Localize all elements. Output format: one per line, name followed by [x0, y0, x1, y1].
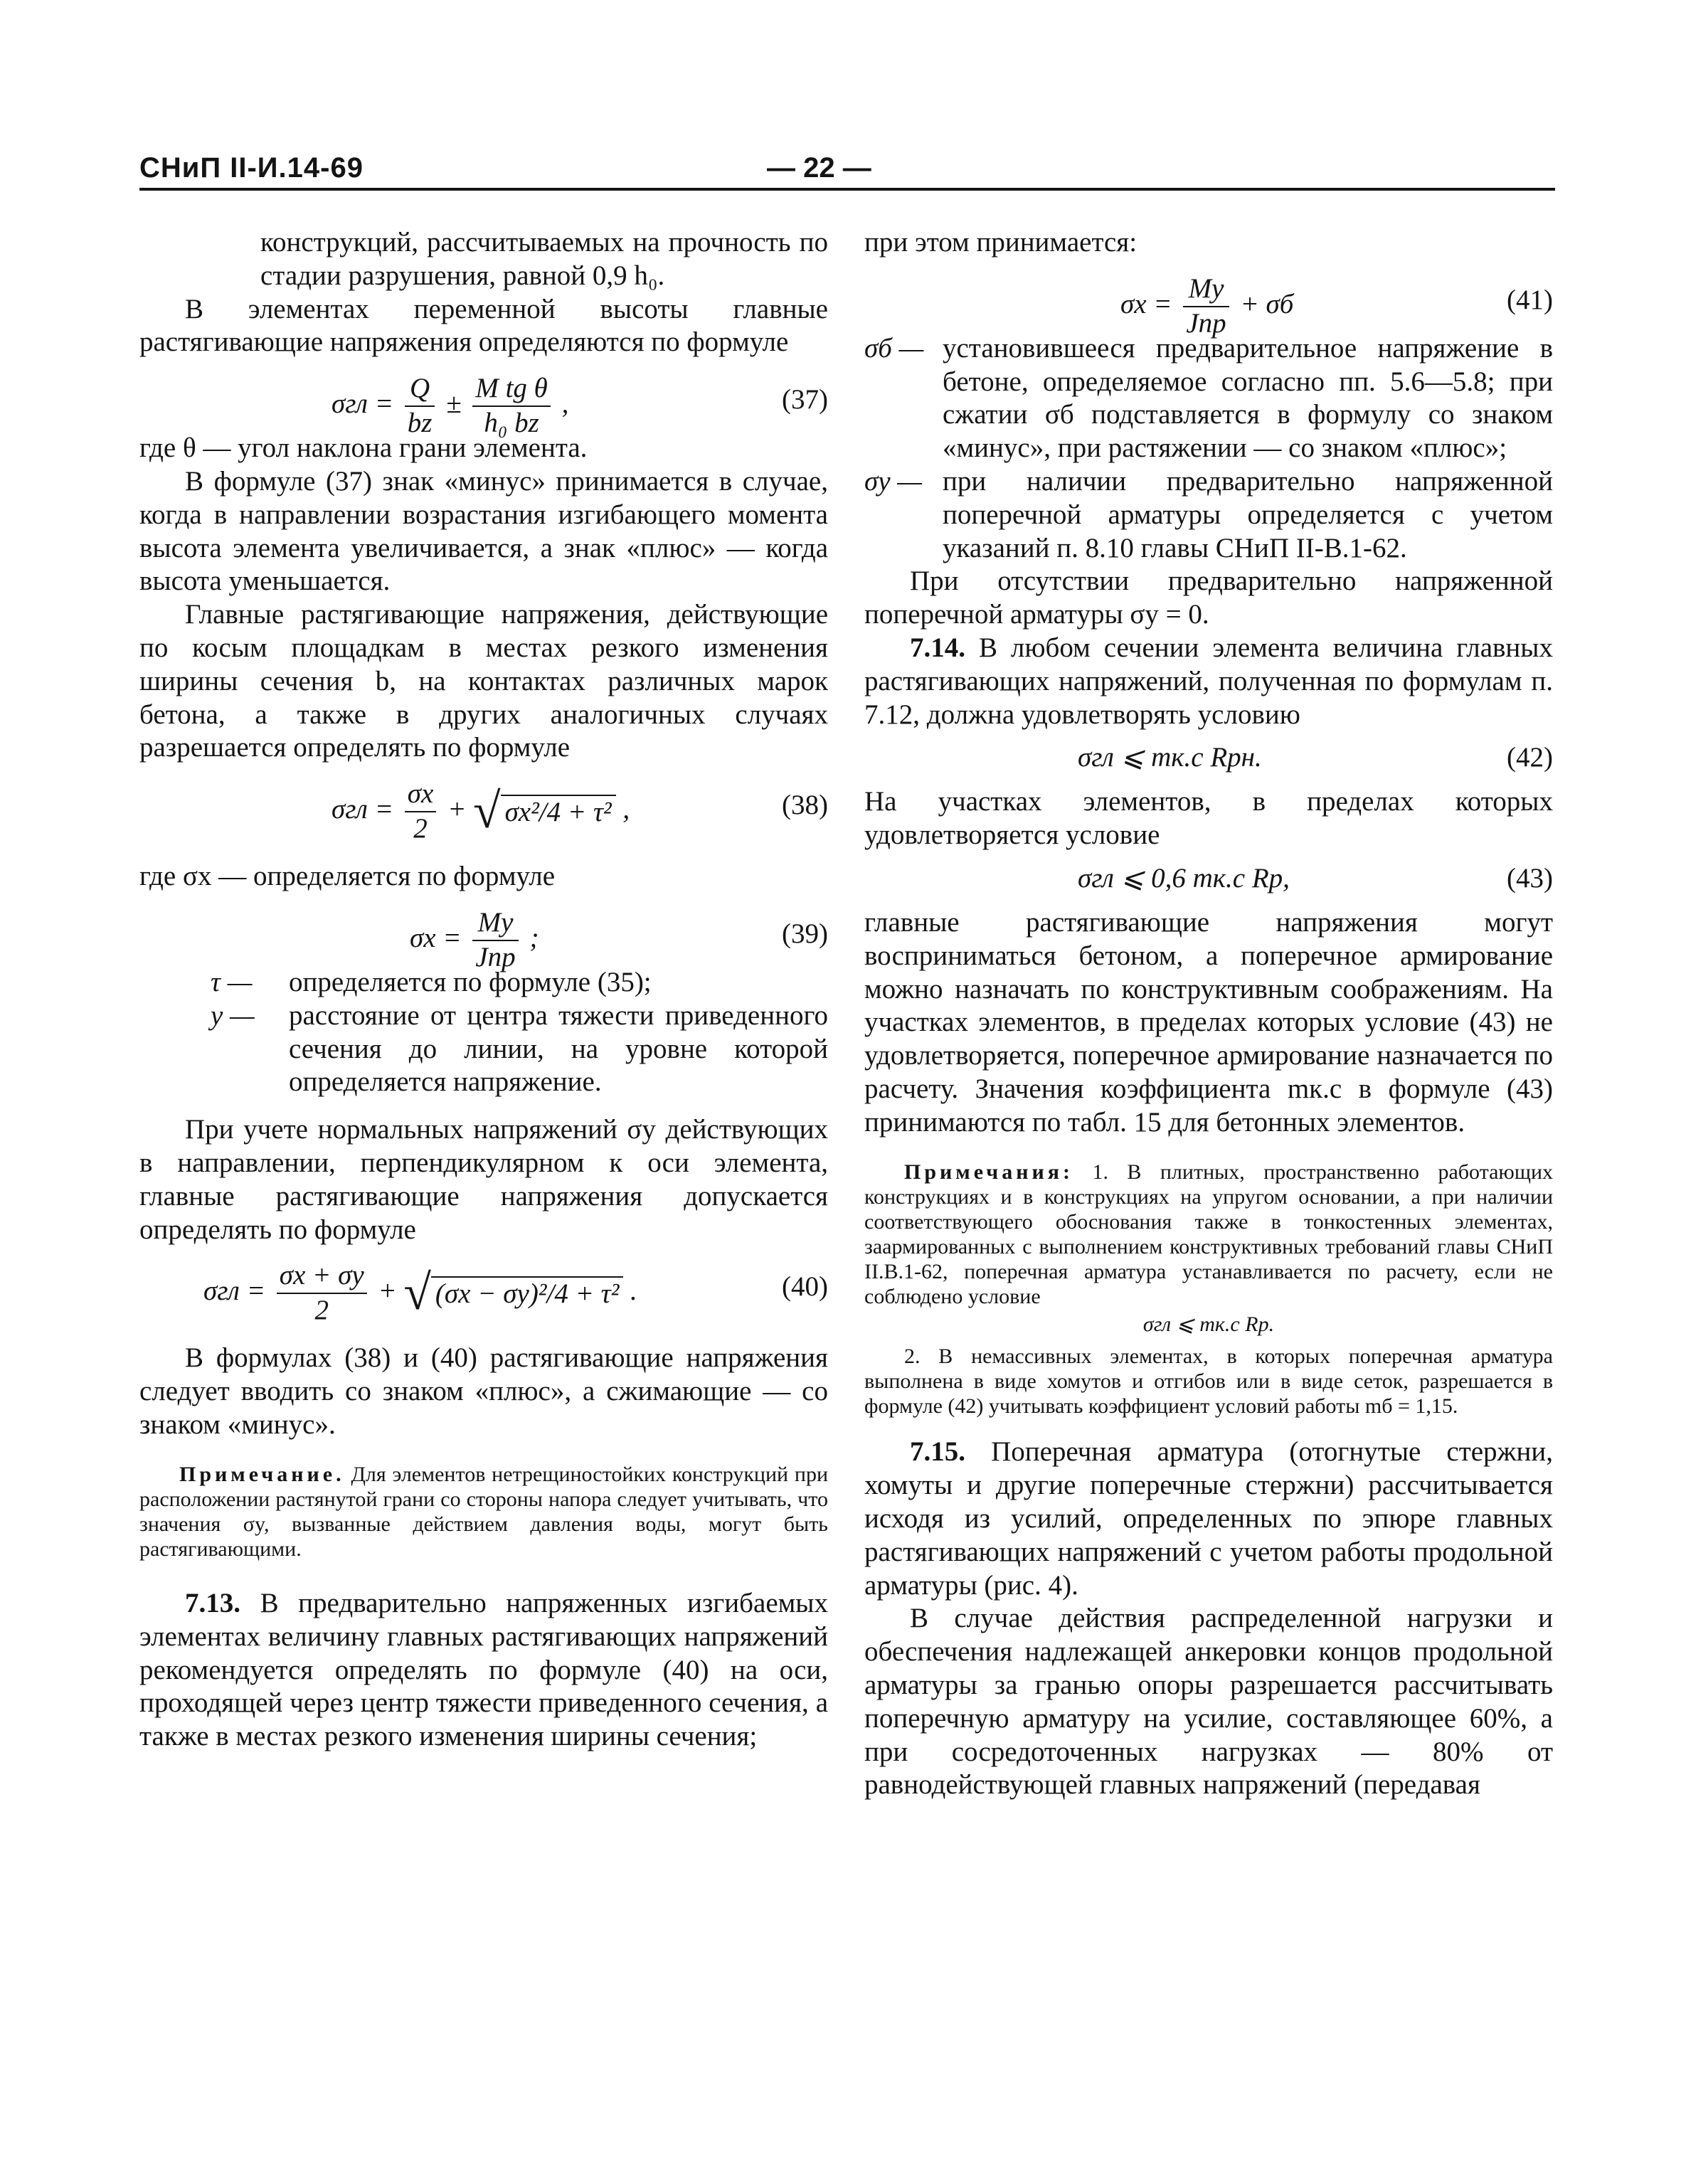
paragraph: конструкций, рассчитываемых на прочность по стадии разрушения, равной 0,9 h₀. [260, 227, 828, 291]
paragraph: при этом принимается: [864, 227, 1138, 258]
section-7-15 [864, 1436, 1553, 1602]
definition-symbol: σу — [864, 465, 922, 497]
sqrt-icon: √ [473, 783, 501, 839]
formula-number: (37) [782, 384, 828, 415]
note-text: 1. В плитных, пространственно работающих конструкциях и в конструкциях на упругом основании, а при наличии соответствующего обоснования также в тонкостенных элементах, заармированных с выполнением конструктивных требований главы СНиП II.В.1-62, поперечная арматура устанавливается по расчету, если не соблюдено условие [864, 1160, 1554, 1308]
denominator: 2 [314, 1295, 329, 1326]
punctuation: , [561, 388, 569, 419]
definition-symbol: σб — [864, 332, 924, 364]
note [139, 1462, 828, 1562]
numerator: M tg θ [472, 372, 550, 407]
formula-40 [139, 1253, 828, 1337]
operator: ± [446, 388, 462, 419]
definition-symbol: y — [211, 1000, 255, 1031]
page-header [0, 141, 1681, 191]
formula-lhs: σx = [1120, 288, 1179, 319]
definition-text: установившееся предварительное напряжение в бетоне, определяемое согласно пп. 5.6—5.8; при сжатии σб подставляется в формулу со знаком «минус», при растяжении — со знаком «плюс»; [943, 332, 1553, 464]
numerator: σx + σy [277, 1259, 367, 1294]
radicand: (σx − σy)²/4 + τ² [431, 1276, 623, 1311]
numerator: σx [405, 778, 437, 812]
denominator: h₀ bz [484, 407, 539, 438]
definition-item [864, 332, 1553, 465]
formula-body: σгл ⩽ mк.с Rрн. [1078, 742, 1262, 773]
denominator: bz [407, 407, 433, 438]
formula-39 [139, 901, 828, 972]
note-text: Для элементов нетрещиностойких конструкций при расположении растянутой грани со стороны напора следует учитывать, что значения σy, вызванные действием давления воды, могут быть растягивающими. [139, 1462, 829, 1561]
note [864, 1160, 1553, 1310]
section-7-13 [139, 1587, 828, 1754]
formula-tail: + σб [1240, 288, 1294, 319]
numerator: My [1183, 272, 1229, 307]
formula-37 [139, 366, 828, 438]
formula-number: (41) [1507, 284, 1553, 315]
formula-number: (39) [782, 918, 828, 949]
paragraph: В формуле (37) знак «минус» принимается в случае, когда в направлении возрастания изгибающего момента высота элемента увеличивается, а знак «плюс» — когда высота уменьшается. [139, 465, 828, 597]
document-code: СНиП II-И.14-69 [139, 152, 364, 184]
definition-item [211, 1000, 828, 1099]
paragraph: В случае действия распределенной нагрузки и обеспечения надлежащей анкеровки концов продольной арматуры за гранью опоры разрешается рассчитывать поперечную арматуру на усилие, составляющее 60%, а при сосредоточенных нагрузках — 80% от равнодействующей главных напряжений (передавая [864, 1603, 1553, 1801]
formula-lhs: σx = [410, 922, 469, 953]
page-number: — 22 — [767, 152, 871, 184]
numerator: Q [405, 372, 435, 407]
paragraph: На участках элементов, в пределах которых удовлетворяется условие [864, 786, 1553, 851]
formula-lhs: σгл = [203, 1276, 272, 1307]
definition-text: определяется по формуле (35); [289, 966, 652, 997]
section-text: Поперечная арматура (отогнутые стержни, хомуты и другие поперечные стержни) рассчитывается исходя из усилий, определенных по эпюре главных растягивающих напряжений с учетом работы продольной арматуры (рис. 4). [864, 1436, 1553, 1601]
section-text: В любом сечении элемента величина главных растягивающих напряжений, полученная по формулам п. 7.12, должна удовлетворять условию [864, 632, 1554, 730]
note-formula: σгл ⩽ mк.с Rр. [1142, 1313, 1275, 1337]
denominator: Jпр [1186, 307, 1226, 339]
paragraph: В элементах переменной высоты главные растягивающие напряжения определяются по формуле [139, 293, 828, 358]
note-heading: Примечание. [179, 1462, 345, 1486]
section-number: 7.14. [910, 632, 965, 663]
left-column [139, 226, 828, 1754]
paragraph: При отсутствии предварительно напряженной поперечной арматуры σу = 0. [864, 566, 1553, 630]
punctuation: . [630, 1276, 637, 1307]
section-7-14 [864, 632, 1553, 731]
formula-lhs: σгл = [332, 793, 401, 825]
header-rule [139, 188, 1555, 191]
formula-number: (43) [1507, 862, 1553, 894]
formula-41 [864, 267, 1553, 339]
denominator: 2 [413, 812, 428, 844]
section-number: 7.15. [910, 1436, 965, 1468]
operator: + [447, 793, 467, 825]
formula-number: (40) [782, 1271, 828, 1303]
paragraph: где σx — определяется по формуле [139, 861, 556, 892]
operator: + [378, 1276, 397, 1307]
formula-number: (42) [1507, 742, 1553, 773]
section-text: В предварительно напряженных изгибаемых элементах величину главных растягивающих напряжений рекомендуется определять по формуле (40) на оси, проходящей через центр тяжести приведенного сечения, а также в местах резкого изменения ширины сечения; [139, 1588, 829, 1752]
definition-text: расстояние от центра тяжести приведенного сечения до линии, на уровне которой определяется напряжение. [289, 1000, 828, 1098]
paragraph: Главные растягивающие напряжения, действующие по косым площадкам в местах резкого изменения ширины сечения b, на контактах различных марок бетона, а также в других аналогичных случаях разрешается определять по формуле [139, 599, 828, 763]
formula-body: σгл ⩽ 0,6 mк.с Rр, [1078, 862, 1290, 894]
note: 2. В немассивных элементах, в которых поперечная арматура выполнена в виде хомутов и отгибов или в виде сеток, разрешается в формуле (42) учитывать коэффициент условий работы mб = 1,15. [864, 1345, 1553, 1419]
formula-number: (38) [782, 790, 828, 821]
formula-42 [864, 738, 1553, 781]
radicand: σx²/4 + τ² [501, 795, 616, 829]
denominator: Jпр [475, 941, 516, 972]
formula-43 [864, 859, 1553, 902]
definition-item [864, 465, 1553, 565]
sqrt-icon: √ [403, 1266, 431, 1321]
definition-text: при наличии предварительно напряженной поперечной арматуры определяется с учетом указаний п. 8.10 главы СНиП II-В.1-62. [943, 465, 1553, 563]
note-heading: Примечания: [904, 1160, 1074, 1184]
punctuation: ; [529, 922, 539, 953]
paragraph: где θ — угол наклона грани элемента. [139, 433, 588, 464]
right-column [864, 226, 1553, 1802]
formula-38 [139, 772, 828, 856]
section-number: 7.13. [185, 1588, 240, 1619]
definition-symbol: τ — [211, 966, 253, 997]
paragraph: В формулах (38) и (40) растягивающие напряжения следует вводить со знаком «плюс», а сжимающие — со знаком «минус». [139, 1342, 828, 1440]
formula-lhs: σгл = [332, 388, 401, 419]
paragraph: При учете нормальных напряжений σy действующих в направлении, перпендикулярном к оси элемента, главные растягивающие напряжения допускается определять по формуле [139, 1114, 828, 1245]
punctuation: , [622, 793, 630, 825]
paragraph: главные растягивающие напряжения могут восприниматься бетоном, а поперечное армирование можно назначать по конструктивным соображениям. На участках элементов, в пределах которых условие (43) не удовлетворяется, поперечное армирование назначается по расчету. Значения коэффициента mк.с в формуле (43) принимаются по табл. 15 для бетонных элементов. [864, 906, 1553, 1138]
numerator: My [472, 906, 518, 941]
